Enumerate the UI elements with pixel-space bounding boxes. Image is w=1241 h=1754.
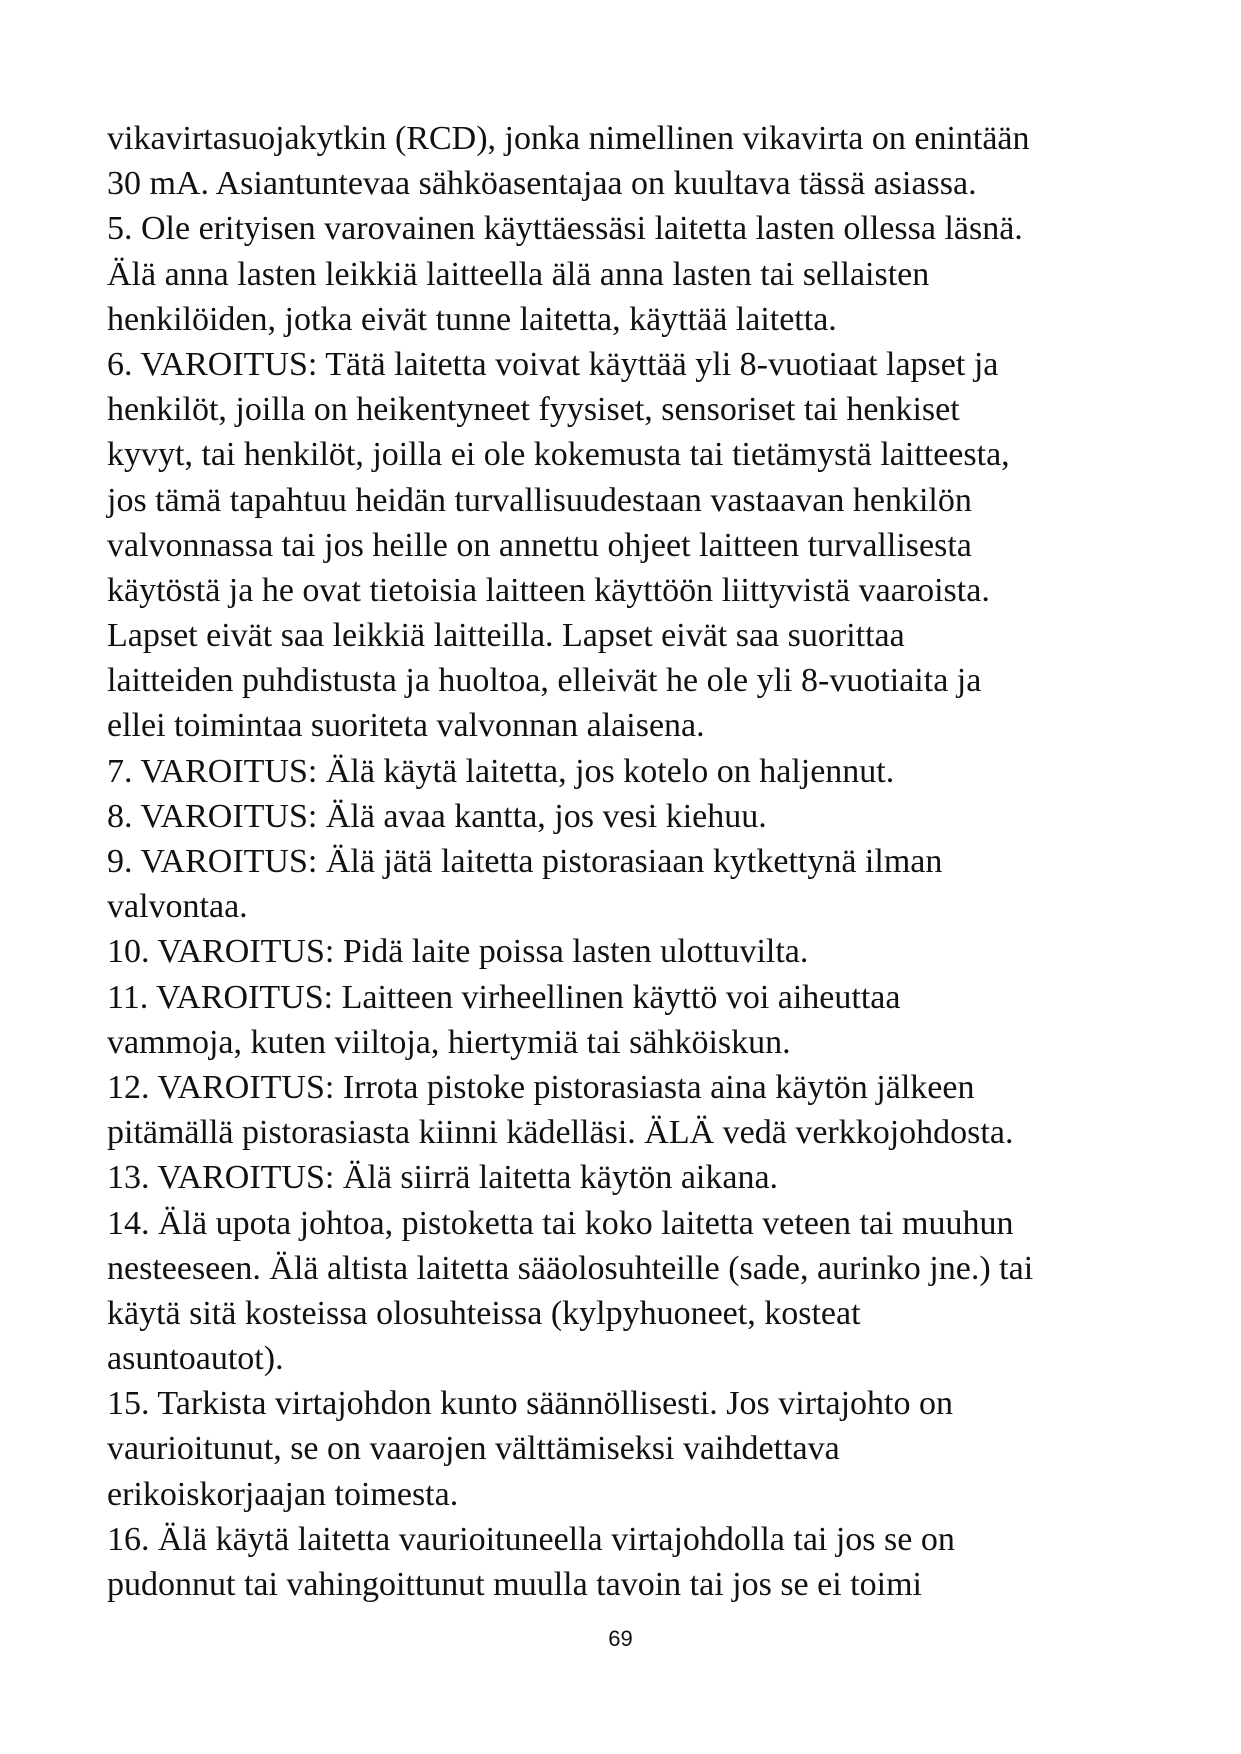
text-line: 6. VAROITUS: Tätä laitetta voivat käyttää yli 8-vuotiaat lapset ja: [107, 345, 999, 383]
text-line: laitteiden puhdistusta ja huoltoa, elleivät he ole yli 8-vuotiaita ja: [107, 662, 982, 700]
text-line: ellei toimintaa suoriteta valvonnan alaisena.: [107, 707, 705, 745]
text-line: 7. VAROITUS: Älä käytä laitetta, jos kotelo on haljennut.: [107, 752, 895, 790]
text-line: 15. Tarkista virtajohdon kunto säännöllisesti. Jos virtajohto on: [107, 1385, 953, 1423]
text-line: 5. Ole erityisen varovainen käyttäessäsi laitetta lasten ollessa läsnä.: [107, 210, 1023, 248]
text-line: käytöstä ja he ovat tietoisia laitteen käyttöön liittyvistä vaaroista.: [107, 571, 990, 609]
text-line: vikavirtasuojakytkin (RCD), jonka nimellinen vikavirta on enintään: [107, 120, 1030, 157]
text-line: valvonnassa tai jos heille on annettu ohjeet laitteen turvallisesta: [107, 526, 972, 564]
text-line: erikoiskorjaajan toimesta.: [107, 1475, 459, 1513]
text-line: asuntoautot).: [107, 1340, 284, 1378]
text-line: henkilöiden, jotka eivät tunne laitetta, käyttää laitetta.: [107, 300, 837, 338]
text-line: 13. VAROITUS: Älä siirrä laitetta käytön aikana.: [107, 1159, 779, 1197]
text-line: 16. Älä käytä laitetta vaurioituneella virtajohdolla tai jos se on: [107, 1520, 955, 1558]
text-line: Älä anna lasten leikkiä laitteella älä anna lasten tai sellaisten: [107, 255, 930, 293]
text-line: 8. VAROITUS: Älä avaa kantta, jos vesi kiehuu.: [107, 797, 767, 835]
text-line: valvontaa.: [107, 888, 248, 926]
text-line: 14. Älä upota johtoa, pistoketta tai koko laitetta veteen tai muuhun: [107, 1204, 1014, 1242]
text-line: 12. VAROITUS: Irrota pistoke pistorasiasta aina käytön jälkeen: [107, 1068, 975, 1106]
text-line: henkilöt, joilla on heikentyneet fyysiset, sensoriset tai henkiset: [107, 391, 960, 429]
text-line: pudonnut tai vahingoittunut muulla tavoin tai jos se ei toimi: [107, 1566, 922, 1603]
body-text: [107, 116, 1217, 1607]
text-line: käytä sitä kosteissa olosuhteissa (kylpyhuoneet, kosteat: [107, 1294, 861, 1332]
text-line: 11. VAROITUS: Laitteen virheellinen käyttö voi aiheuttaa: [107, 978, 901, 1016]
text-line: vammoja, kuten viiltoja, hiertymiä tai sähköiskun.: [107, 1023, 791, 1061]
text-line: 30 mA. Asiantuntevaa sähköasentajaa on kuultava tässä asiassa.: [107, 165, 977, 203]
page-number: 69: [608, 1626, 633, 1651]
text-line: nesteeseen. Älä altista laitetta sääolosuhteille (sade, aurinko jne.) tai: [107, 1249, 1034, 1287]
text-line: 9. VAROITUS: Älä jätä laitetta pistorasiaan kytkettynä ilman: [107, 843, 943, 880]
text-line: 10. VAROITUS: Pidä laite poissa lasten ulottuvilta.: [107, 933, 809, 971]
text-line: jos tämä tapahtuu heidän turvallisuudestaan vastaavan henkilön: [107, 481, 972, 519]
text-line: kyvyt, tai henkilöt, joilla ei ole kokemusta tai tietämystä laitteesta,: [107, 436, 1010, 474]
text-line: Lapset eivät saa leikkiä laitteilla. Lapset eivät saa suorittaa: [107, 617, 905, 655]
text-line: vaurioitunut, se on vaarojen välttämiseksi vaihdettava: [107, 1430, 840, 1468]
text-line: pitämällä pistorasiasta kiinni kädelläsi. ÄLÄ vedä verkkojohdosta.: [107, 1114, 1014, 1152]
